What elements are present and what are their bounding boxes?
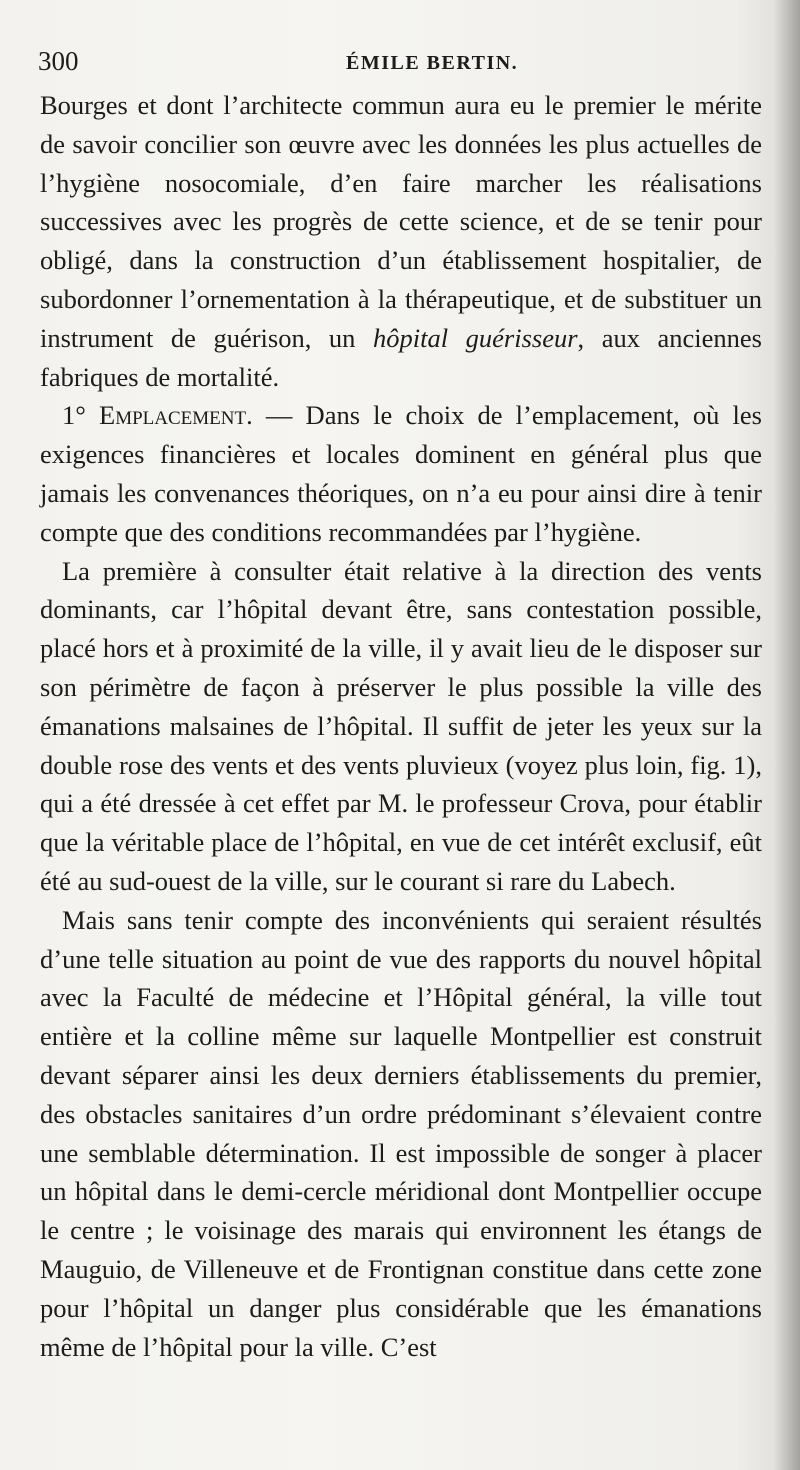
section-number: 1° (62, 400, 100, 431)
page-header (38, 44, 758, 78)
paragraph-2 (40, 396, 762, 551)
page-number: 300 (38, 46, 79, 76)
paragraph-1-italic: hôpital guérisseur (372, 322, 578, 353)
paragraph-1-text: Bourges et dont l’architecte commun aura eu le premier le mérite de savoir concilier son œuvre avec les données les plus actuelles de l’hygiène nosocomiale, d’en faire marcher les réalisations successives avec les progrès de cette science, et de se tenir pour obligé, dans la construction d’un établissement hospitalier, de subordonner l’ornementation à la thérapeutique, et de substituer un instrument de guérison, un (40, 90, 762, 353)
paragraph-1 (40, 86, 762, 396)
body-text (40, 86, 762, 1366)
section-heading: Emplacement. (99, 400, 253, 431)
paragraph-4: Mais sans tenir compte des inconvénients qui seraient résultés d’une telle situation au point de vue des rapports du nouvel hôpital avec la Faculté de médecine et l’Hôpital général, la ville tout entière et la colline même sur laquelle Montpellier est construit devant séparer ainsi les deux derniers établissements du premier, des obstacles sanitaires d’un ordre prédominant s’élevaient contre une semblable détermination. Il est impossible de songer à placer un hôpital dans le demi-cercle méridional dont Montpellier occupe le centre ; le voisinage des marais qui environnent les étangs de Mauguio, de Villeneuve et de Frontignan constitue dans cette zone pour l’hôpital un danger plus considérable que les émanations même de l’hôpital pour la ville. C’est (40, 904, 762, 1362)
paragraph-3: La première à consulter était relative à la direction des vents dominants, car l’hôpital devant être, sans contestation possible, placé hors et à proximité de la ville, il y avait lieu de le disposer sur son périmètre de façon à préserver le plus possible la ville des émanations malsaines de l’hôpital. Il suffit de jeter les yeux sur la double rose des vents et des vents pluvieux (voyez plus loin, fig. 1), qui a été dressée à cet effet par M. le professeur Crova, pour établir que la véritable place de l’hôpital, en vue de cet intérêt exclusif, eût été au sud-ouest de la ville, sur le courant si rare du Labech. (40, 555, 762, 896)
page-gutter-shadow (774, 0, 800, 1470)
paragraph-1-end: , aux anciennes fabriques de mortalité. (40, 322, 762, 392)
running-head: ÉMILE BERTIN. (346, 52, 519, 74)
paragraph-2-text: — Dans le choix de l’emplacement, où les exigences financières et locales dominent en général plus que jamais les convenances théoriques, on n’a eu pour ainsi dire à tenir compte que des conditions recommandées par l’hygiène. (40, 400, 762, 547)
